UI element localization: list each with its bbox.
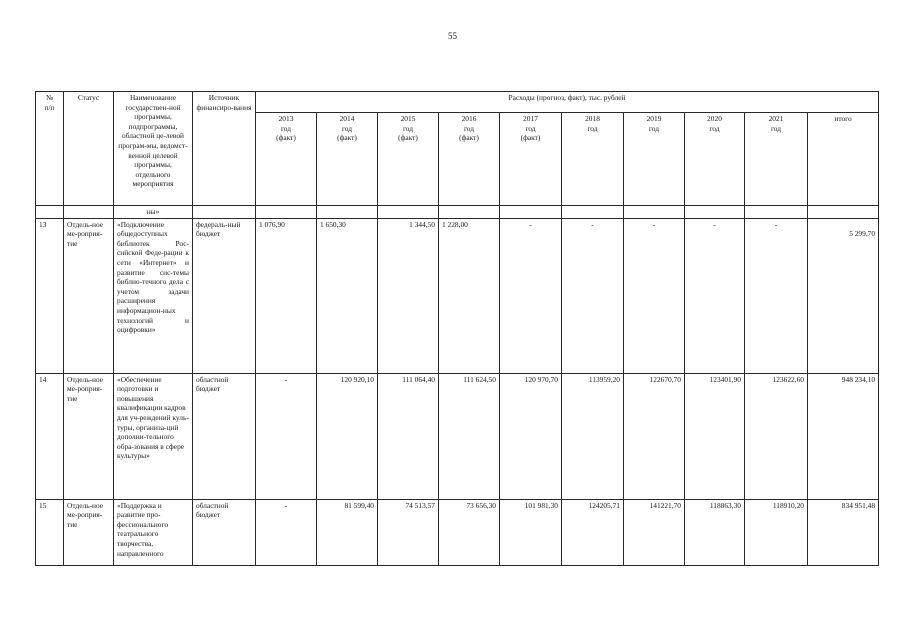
row-value-2016: 1 228,00 — [439, 218, 500, 373]
header-status: Статус — [64, 92, 114, 206]
table-row — [36, 499, 879, 565]
row-value-2013: 1 076,90 — [256, 218, 317, 373]
row-name: «Поддержка и развитие про-фессионального театрального творчества, направленного — [114, 499, 193, 565]
row-value-2014: 81 599,40 — [317, 499, 378, 565]
row-value-2020: 118863,30 — [685, 499, 745, 565]
row-value-2021: 123622,60 — [745, 373, 808, 499]
row-value-2021: - — [745, 218, 808, 373]
row-status: Отдель-ное ме-роприя-тие — [64, 218, 114, 373]
table-row — [36, 218, 879, 373]
row-value-2017: - — [500, 218, 562, 373]
header-year-2019: 2019 год — [624, 113, 685, 206]
row-value-2017: 120 970,70 — [500, 373, 562, 499]
row-status: Отдель-ное ме-роприя-тие — [64, 373, 114, 499]
row-name: «Подключение общедоступных библиотек Рос-сийской Феде-рации к сети «Интернет» и развитие сис-темы библио-течного дела с учетом задачи расширения информацион-ных технологий и оцифровки» — [114, 218, 193, 373]
table-row — [36, 373, 879, 499]
header-year-2014: 2014 год (факт) — [317, 113, 378, 206]
header-year-2021: 2021 год — [745, 113, 808, 206]
header-name-continuation: ны» — [114, 206, 193, 219]
row-value-total: 948 234,10 — [808, 373, 879, 499]
row-value-2013: - — [256, 373, 317, 499]
header-total: итого — [808, 113, 879, 206]
row-source: областной бюджет — [193, 373, 256, 499]
row-value-2020: - — [685, 218, 745, 373]
row-value-2018: - — [562, 218, 624, 373]
header-year-2016: 2016 год (факт) — [439, 113, 500, 206]
row-num: 13 — [36, 218, 64, 373]
row-source: областной бюджет — [193, 499, 256, 565]
page-number: 55 — [448, 31, 457, 41]
row-value-2020: 123401,90 — [685, 373, 745, 499]
row-value-2014: 120 920,10 — [317, 373, 378, 499]
row-value-2014: 1 650,30 — [317, 218, 378, 373]
budget-table — [35, 91, 879, 566]
row-num: 15 — [36, 499, 64, 565]
header-year-2015: 2015 год (факт) — [378, 113, 439, 206]
row-value-2016: 111 624,50 — [439, 373, 500, 499]
header-year-2018: 2018 год — [562, 113, 624, 206]
header-year-2017: 2017 год (факт) — [500, 113, 562, 206]
row-value-2016: 73 656,30 — [439, 499, 500, 565]
row-value-2015: 1 344,50 — [378, 218, 439, 373]
header-year-2013: 2013 год (факт) — [256, 113, 317, 206]
row-value-2019: 122670,70 — [624, 373, 685, 499]
header-name: Наименование государствен-ной программы, подпрограммы, областной це-левой програм-мы, ведомст-венной целевой программы, отдельного мероприятия — [114, 92, 193, 206]
row-name: «Обеспечение подготовки и повышения квалификации кадров для уч-реждений куль-туры, организа-ций дополни-тельного обра-зования в сфере культуры» — [114, 373, 193, 499]
header-num: № п/п — [36, 92, 64, 206]
header-expenses: Расходы (прогноз, факт), тыс. рублей — [256, 92, 879, 113]
row-value-total: 5 299,70 — [808, 218, 879, 373]
row-source: федераль-ный бюджет — [193, 218, 256, 373]
row-value-2015: 74 513,57 — [378, 499, 439, 565]
row-value-2018: 124205,71 — [562, 499, 624, 565]
row-value-2019: - — [624, 218, 685, 373]
row-value-2019: 141221,70 — [624, 499, 685, 565]
row-value-2017: 101 981,30 — [500, 499, 562, 565]
row-value-2021: 118910,20 — [745, 499, 808, 565]
row-value-total: 834 951,48 — [808, 499, 879, 565]
header-source: Источник финансиро-вания — [193, 92, 256, 206]
row-value-2018: 113959,20 — [562, 373, 624, 499]
header-year-2020: 2020 год — [685, 113, 745, 206]
row-value-2015: 111 064,40 — [378, 373, 439, 499]
row-status: Отдель-ное ме-роприя-тие — [64, 499, 114, 565]
row-num: 14 — [36, 373, 64, 499]
row-value-2013: - — [256, 499, 317, 565]
